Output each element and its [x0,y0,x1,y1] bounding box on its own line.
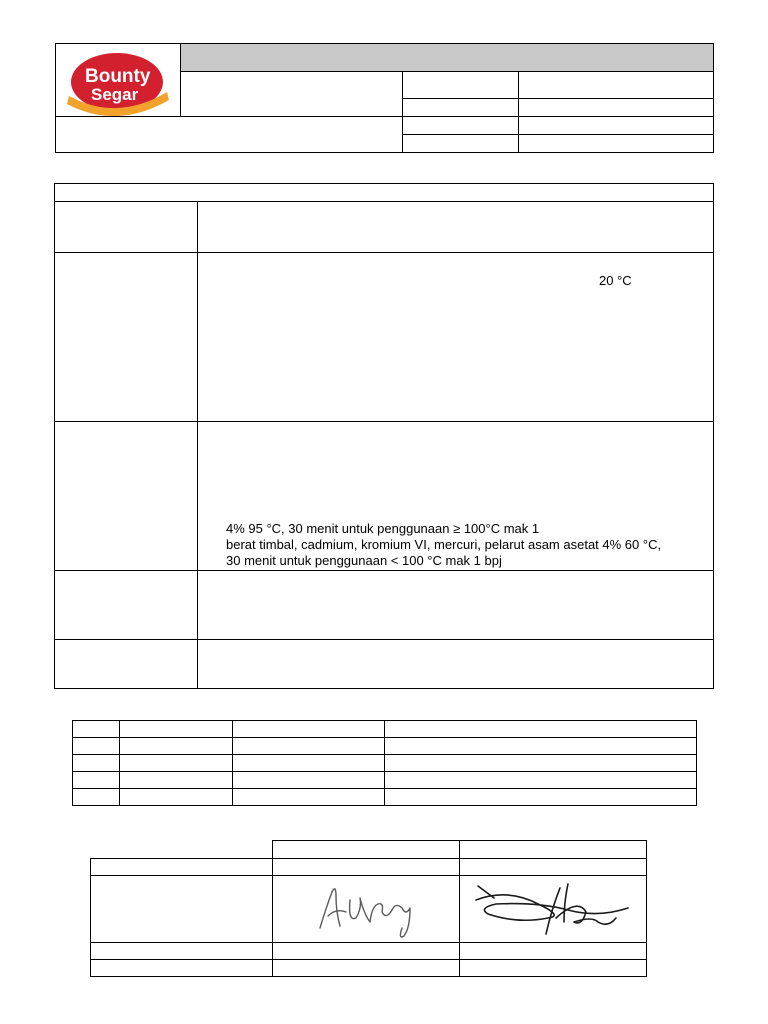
rev-header-rev [233,721,385,738]
signature-label [91,876,273,943]
spec-label-3 [55,422,198,571]
page-value [519,135,714,153]
table-row [73,772,697,789]
date-value [519,117,714,135]
position-label [91,943,273,960]
rev-header-no [73,721,120,738]
spec-value-2 [198,253,714,422]
date-signed-value-1 [272,960,459,977]
name-label [91,859,273,876]
rev-header-description [385,721,697,738]
revision-value [519,99,714,117]
header-subject-cell [56,117,403,153]
spec-label-1 [55,202,198,253]
logo-text-2: Segar [91,85,139,104]
date-label [403,117,519,135]
spec-value-4 [198,571,714,640]
signature-2 [468,878,638,940]
table-row [73,755,697,772]
spec-value-1 [198,202,714,253]
logo-text-1: Bounty [85,66,151,87]
migration-limit-text: 4% 95 °C, 30 menit untuk penggunaan ≥ 100°C mak 1 berat timbal, cadmium, kromium VI, mercuri, pelarut asam asetat 4% 60 °C, 30 menit untuk penggunaan < 100 °C mak 1 bpj [226,521,662,568]
spec-value-3 [198,422,714,571]
doc-no-value [519,72,714,99]
position-value-2 [459,943,647,960]
specification-table [54,183,714,689]
logo-cell [56,44,181,117]
spec-value-5 [198,640,714,689]
name-value-2 [459,859,647,876]
spec-heading-row [55,184,714,202]
approval-table [90,840,647,977]
spec-label-2 [55,253,198,422]
rev-header-date [120,721,233,738]
bounty-segar-logo [65,52,171,116]
spec-label-5 [55,640,198,689]
table-row [73,738,697,755]
page-label [403,135,519,153]
approval-col-1-header [272,841,459,859]
name-value-1 [272,859,459,876]
document-header [55,43,714,153]
revision-history-table [72,720,697,806]
temperature-text: 20 °C [599,273,632,288]
approval-col-2-header [459,841,647,859]
header-title-cell [181,72,403,117]
position-value-1 [272,943,459,960]
date-signed-value-2 [459,960,647,977]
doc-no-label [403,72,519,99]
spec-label-4 [55,571,198,640]
approval-blank [91,841,273,859]
revision-label [403,99,519,117]
signature-cell-1 [272,876,459,943]
title-bar [181,44,714,72]
signature-1 [306,878,426,940]
signature-cell-2 [459,876,647,943]
table-row [73,789,697,806]
date-signed-label [91,960,273,977]
